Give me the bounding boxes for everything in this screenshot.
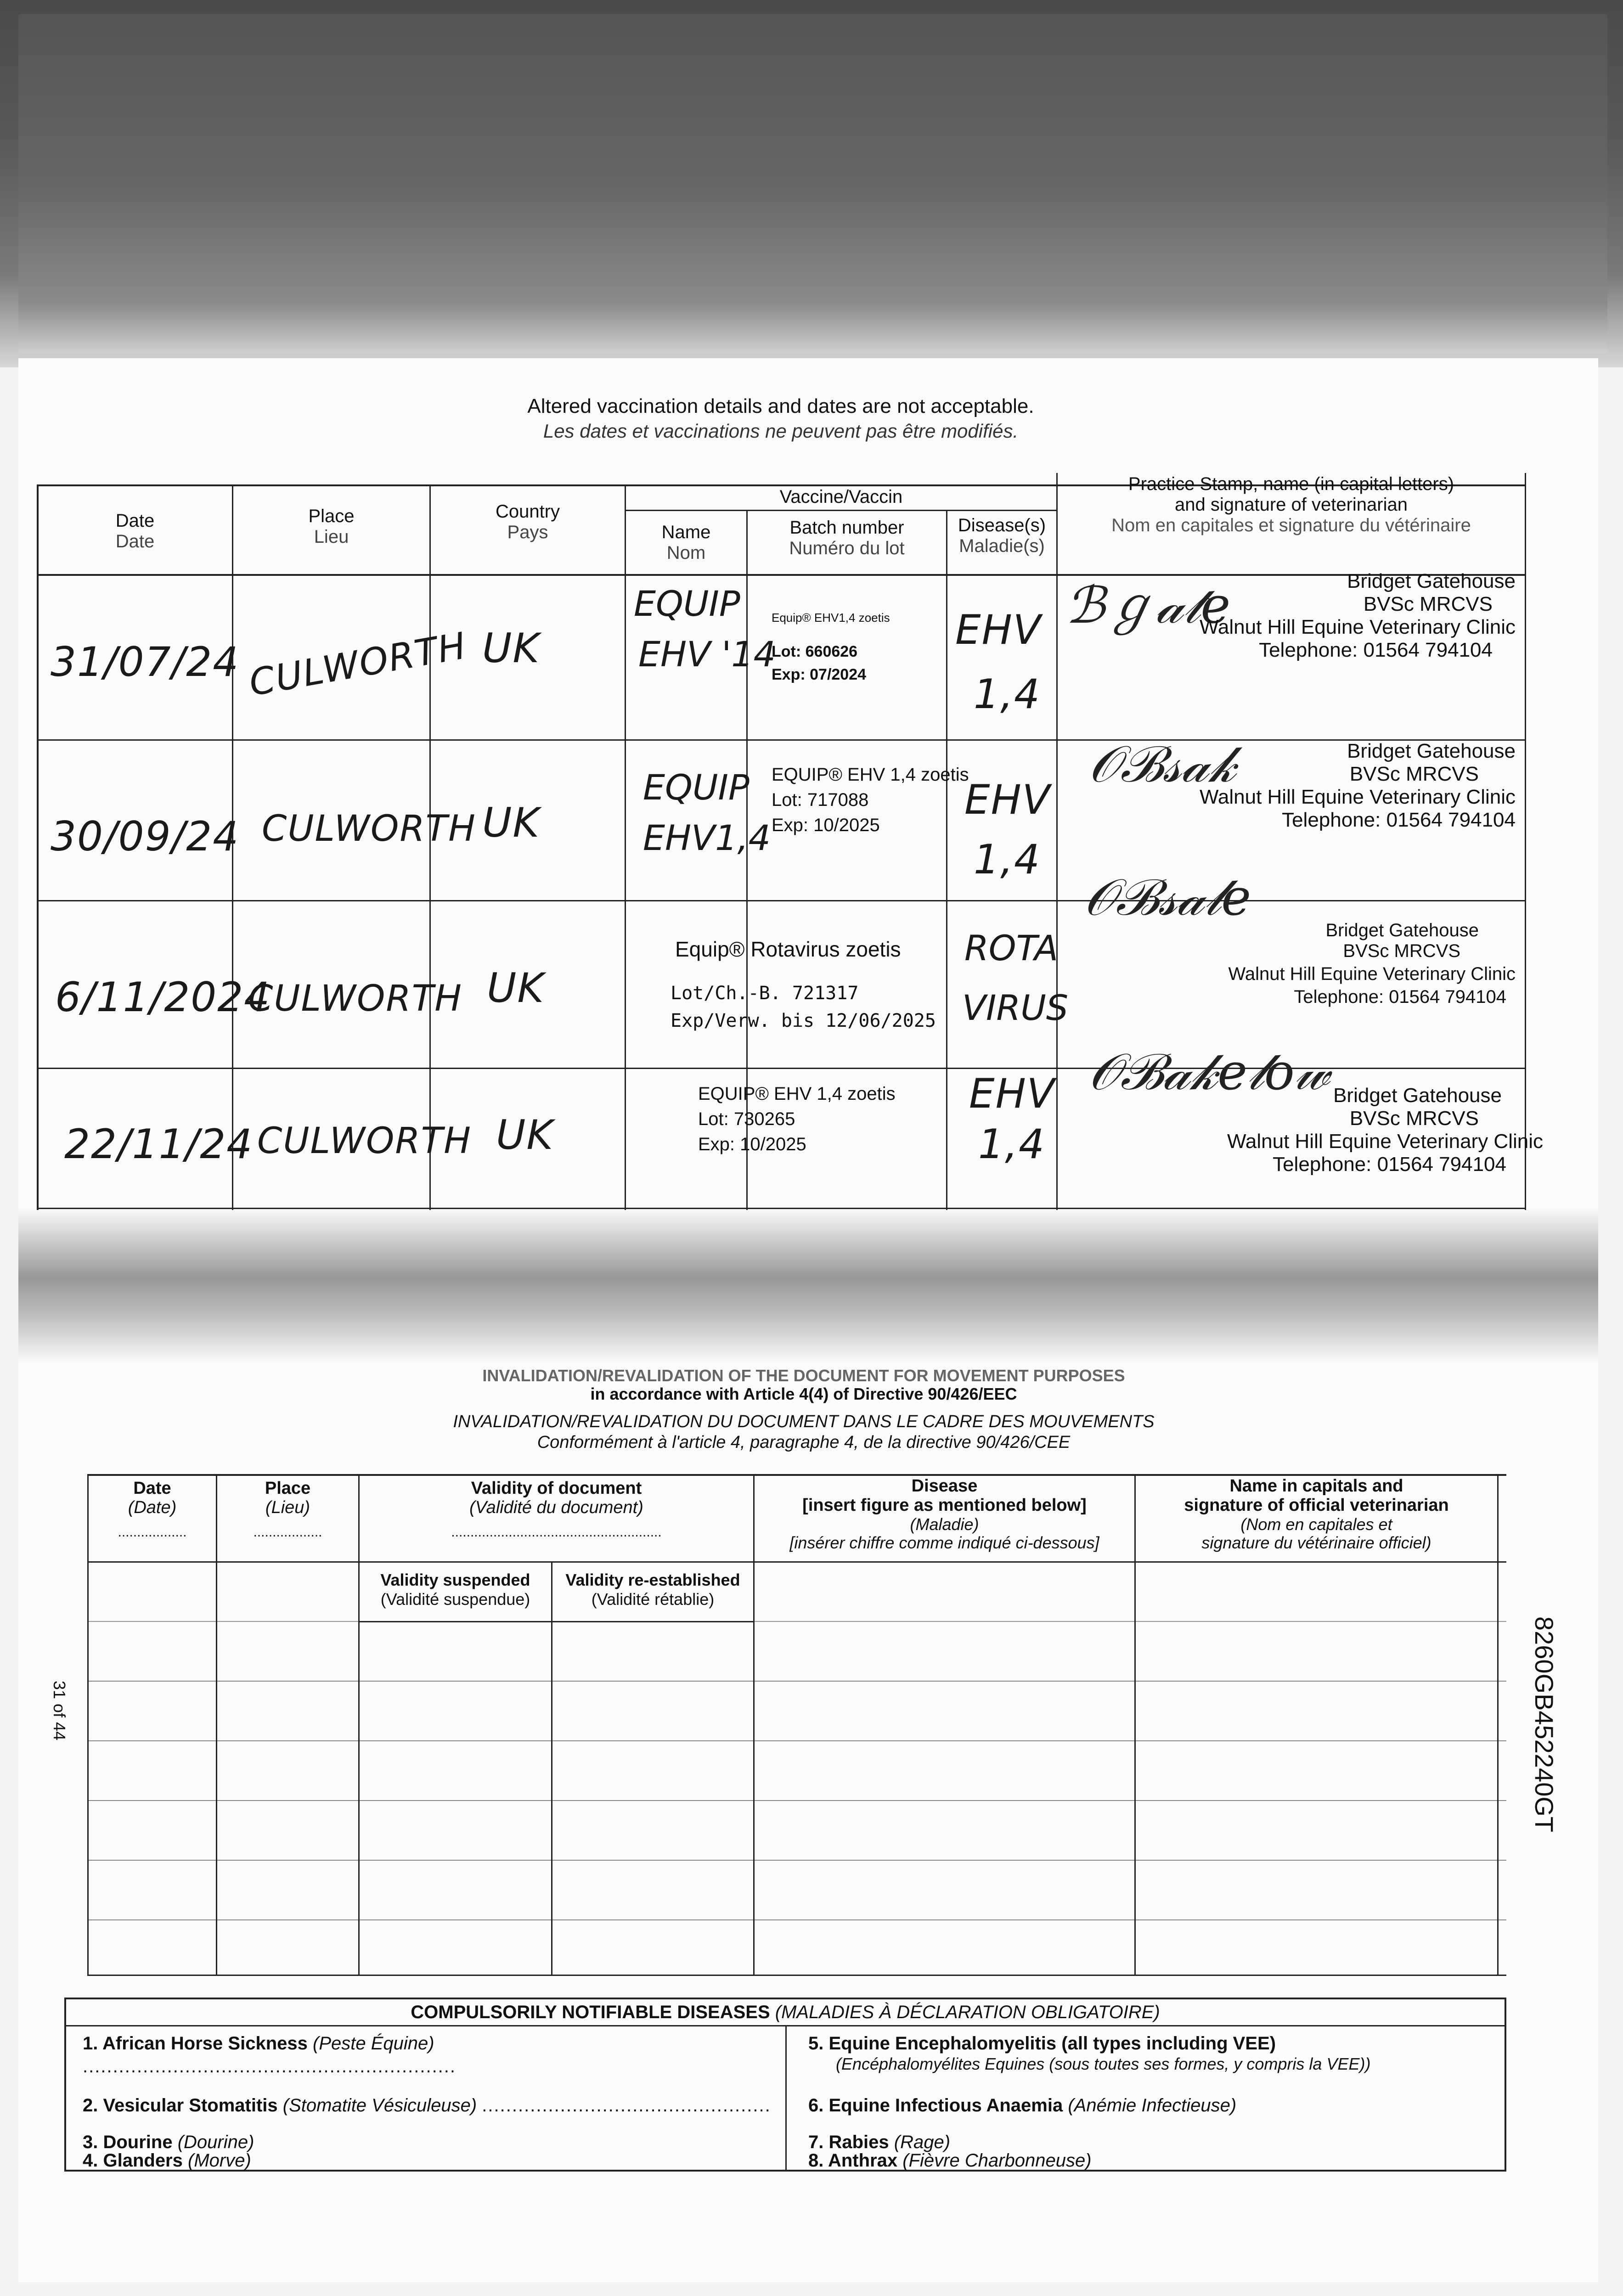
header-country-fr: Pays <box>507 522 548 542</box>
row-disease-1: EHV <box>964 776 1051 823</box>
row-date: 6/11/2024 <box>55 974 271 1021</box>
vet-qualification: BVSc MRCVS <box>1349 763 1479 785</box>
vet-name: Bridget Gatehouse <box>1333 1084 1502 1107</box>
notifiable-item: 7. Rabies (Rage) <box>808 2132 951 2152</box>
vet-telephone: Telephone: 01564 794104 <box>1259 639 1493 661</box>
vet-signature: ℬℊ𝒶𝓉𝑒 <box>1065 576 1231 635</box>
page-fold-shadow <box>18 1208 1598 1364</box>
inv-header-suspended-fr: (Validité suspendue) <box>380 1590 530 1609</box>
inv-header-validity: Validity of document <box>471 1479 642 1498</box>
row-date: 22/11/24 <box>64 1120 254 1168</box>
vet-signature: 𝒪ℬ𝓈𝒶𝓁𝑒 <box>1084 868 1251 927</box>
inv-header-name-2: signature of official veterinarian <box>1184 1496 1449 1515</box>
header-country: Country <box>495 501 560 522</box>
header-stamp-1: Practice Stamp, name (in capital letters) <box>1128 474 1454 494</box>
inv-header-name: Name in capitals and <box>1229 1476 1403 1496</box>
header-place: Place <box>308 506 355 526</box>
scanner-lid-shadow <box>18 14 1607 354</box>
header-disease: Disease(s) <box>958 515 1046 535</box>
row-place: CULWORTH <box>257 1120 472 1162</box>
row-disease-1: ROTA <box>964 928 1059 968</box>
batch-lot: Lot: 660626 <box>772 643 858 660</box>
row-country: UK <box>496 1111 554 1159</box>
batch-exp: Exp: 07/2024 <box>772 666 867 683</box>
notice-en: Altered vaccination details and dates are not acceptable. <box>527 395 1034 417</box>
notifiable-title: COMPULSORILY NOTIFIABLE DISEASES <box>411 2002 770 2022</box>
invalidation-subtitle-fr: Conformément à l'article 4, paragraphe 4, de la directive 90/426/CEE <box>537 1433 1071 1452</box>
notifiable-item: 4. Glanders (Morve) <box>83 2150 251 2171</box>
inv-header-disease-2: [insert figure as mentioned below] <box>802 1496 1087 1515</box>
inv-header-date-dots: .................. <box>118 1525 187 1540</box>
row-place: CULWORTH <box>262 808 476 850</box>
header-vaccine-group: Vaccine/Vaccin <box>779 487 903 507</box>
vet-signature: 𝒪ℬ𝒶𝓀𝑒𝓁𝑜𝓌 <box>1088 1042 1330 1101</box>
batch-sticker-brand: Equip® Rotavirus zoetis <box>675 937 901 961</box>
batch-lot: Lot: 730265 <box>698 1109 795 1129</box>
vet-clinic: Walnut Hill Equine Veterinary Clinic <box>1200 616 1516 638</box>
vet-telephone: Telephone: 01564 794104 <box>1273 1153 1506 1176</box>
vet-qualification: BVSc MRCVS <box>1363 593 1493 615</box>
header-place-fr: Lieu <box>314 527 349 547</box>
vet-qualification: BVSc MRCVS <box>1349 1107 1479 1130</box>
row-disease-1: EHV <box>969 1070 1055 1117</box>
row-vaccine-name-2: EHV1,4 <box>643 817 771 858</box>
invalidation-subtitle-en: in accordance with Article 4(4) of Directive 90/426/EEC <box>590 1384 1017 1403</box>
header-date-fr: Date <box>115 531 155 551</box>
inv-header-disease-fr2: [insérer chiffre comme indiqué ci-dessous] <box>789 1533 1099 1552</box>
header-name-fr: Nom <box>666 543 706 563</box>
vet-qualification: BVSc MRCVS <box>1343 941 1460 961</box>
vet-clinic: Walnut Hill Equine Veterinary Clinic <box>1227 1130 1543 1153</box>
inv-header-validity-fr: (Validité du document) <box>469 1498 643 1517</box>
batch-exp: Exp: 10/2025 <box>772 815 880 835</box>
inv-header-disease-fr: (Maladie) <box>910 1515 979 1534</box>
vet-name: Bridget Gatehouse <box>1347 570 1516 592</box>
inv-header-name-fr: (Nom en capitales et <box>1240 1515 1392 1534</box>
batch-sticker-brand: EQUIP® EHV 1,4 zoetis <box>698 1084 896 1104</box>
inv-header-validity-dots: ....................................................... <box>451 1525 662 1540</box>
inv-header-reestablished-fr: (Validité rétablie) <box>591 1590 715 1609</box>
inv-header-date-fr: (Date) <box>128 1498 177 1517</box>
invalidation-title-en: INVALIDATION/REVALIDATION OF THE DOCUMENT FOR MOVEMENT PURPOSES <box>482 1366 1125 1385</box>
row-country: UK <box>487 964 545 1012</box>
header-stamp-2: and signature of veterinarian <box>1175 495 1408 515</box>
inv-header-name-fr2: signature du vétérinaire officiel) <box>1201 1533 1431 1552</box>
row-disease-1: EHV <box>955 606 1042 653</box>
notifiable-item: 3. Dourine (Dourine) <box>83 2132 254 2152</box>
row-vaccine-name-1: EQUIP <box>643 767 750 808</box>
header-batch: Batch number <box>789 518 904 538</box>
batch-sticker-brand: Equip® EHV1,4 zoetis <box>772 611 890 625</box>
batch-exp: Exp/Verw. bis 12/06/2025 <box>671 1010 936 1031</box>
vet-name: Bridget Gatehouse <box>1325 920 1479 940</box>
row-date: 31/07/24 <box>51 638 240 686</box>
row-vaccine-name-2: EHV '14 <box>638 634 776 675</box>
notifiable-item: 5. Equine Encephalomyelitis (all types including VEE) <box>808 2033 1276 2054</box>
inv-header-suspended: Validity suspended <box>380 1570 530 1589</box>
invalidation-title-fr: INVALIDATION/REVALIDATION DU DOCUMENT DANS LE CADRE DES MOUVEMENTS <box>453 1412 1155 1431</box>
row-country: UK <box>482 625 541 672</box>
page-count: 31 of 44 <box>50 1681 69 1741</box>
notifiable-item: 8. Anthrax (Fièvre Charbonneuse) <box>808 2150 1092 2171</box>
batch-lot: Lot/Ch.-B. 721317 <box>671 983 859 1004</box>
notifiable-item-fr: (Encéphalomyélites Equines (sous toutes ses formes, y compris la VEE)) <box>836 2054 1371 2073</box>
header-batch-fr: Numéro du lot <box>789 538 905 558</box>
row-country: UK <box>482 799 541 846</box>
inv-header-place: Place <box>265 1479 311 1498</box>
header-date: Date <box>115 511 155 531</box>
inv-header-reestablished: Validity re-established <box>565 1570 740 1589</box>
inv-header-place-fr: (Lieu) <box>265 1498 310 1517</box>
notifiable-title-fr: (MALADIES À DÉCLARATION OBLIGATOIRE) <box>775 2002 1160 2022</box>
header-disease-fr: Maladie(s) <box>959 536 1045 556</box>
notice-fr: Les dates et vaccinations ne peuvent pas être modifiés. <box>543 420 1019 442</box>
row-disease-2: 1,4 <box>974 836 1041 883</box>
notifiable-item: 1. African Horse Sickness (Peste Équine) .............................................................. <box>83 2033 456 2077</box>
document-id: 8260GB452240GT <box>1530 1616 1559 1833</box>
vet-signature: 𝒪ℬ𝓈𝒶𝓀 <box>1088 735 1236 793</box>
row-disease-2: 1,4 <box>978 1120 1045 1168</box>
vet-name: Bridget Gatehouse <box>1347 740 1516 762</box>
row-place: CULWORTH <box>246 624 470 704</box>
notifiable-title-row <box>66 2002 1505 2023</box>
row-disease-2: 1,4 <box>974 670 1041 718</box>
batch-sticker-brand: EQUIP® EHV 1,4 zoetis <box>772 765 969 785</box>
notifiable-item: 2. Vesicular Stomatitis (Stomatite Vésiculeuse) ................................................ <box>83 2095 771 2116</box>
vet-telephone: Telephone: 01564 794104 <box>1282 809 1516 831</box>
row-place: CULWORTH <box>248 978 462 1019</box>
vet-clinic: Walnut Hill Equine Veterinary Clinic <box>1228 964 1516 984</box>
inv-header-date: Date <box>133 1479 171 1498</box>
row-vaccine-name-1: EQUIP <box>634 583 740 624</box>
vet-telephone: Telephone: 01564 794104 <box>1294 987 1506 1007</box>
header-name: Name <box>661 522 711 542</box>
inv-header-place-dots: .................. <box>253 1525 322 1540</box>
row-disease-2: VIRUS <box>962 987 1069 1028</box>
notifiable-item: 6. Equine Infectious Anaemia (Anémie Infectieuse) <box>808 2095 1237 2116</box>
batch-exp: Exp: 10/2025 <box>698 1134 806 1154</box>
inv-header-disease: Disease <box>911 1476 978 1496</box>
vet-clinic: Walnut Hill Equine Veterinary Clinic <box>1200 786 1516 808</box>
header-stamp-fr: Nom en capitales et signature du vétérinaire <box>1111 515 1471 535</box>
batch-lot: Lot: 717088 <box>772 790 869 810</box>
row-date: 30/09/24 <box>51 813 240 860</box>
